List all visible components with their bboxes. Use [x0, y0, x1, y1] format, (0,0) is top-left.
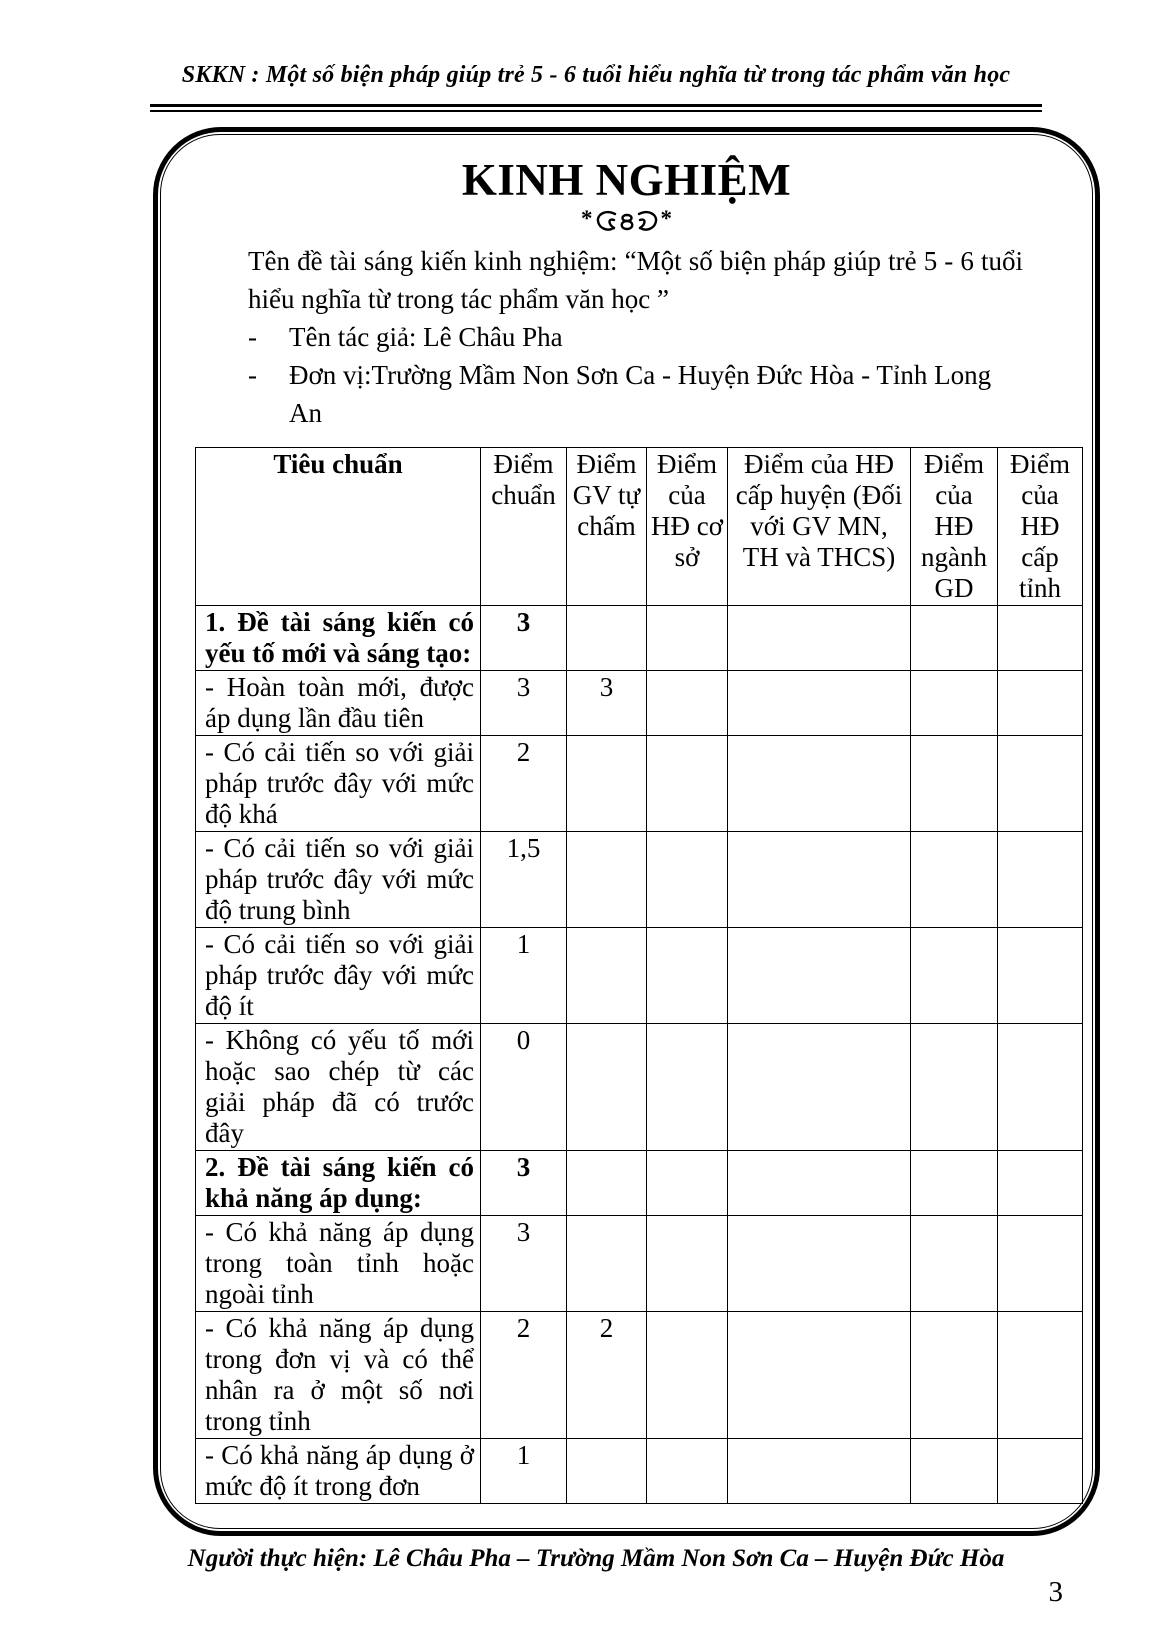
criteria-cell: - Có khả năng áp dụng trong đơn vị và có thể nhân ra ở một số nơi trong tỉnh	[196, 1311, 481, 1438]
score-cell	[728, 605, 911, 670]
table-header-cell: Điểm của HĐ ngành GD	[911, 447, 998, 605]
score-cell	[728, 735, 911, 831]
score-cell: 1	[481, 1438, 567, 1503]
score-cell	[567, 1438, 647, 1503]
detail-item	[248, 318, 1023, 356]
score-cell	[728, 1150, 911, 1215]
score-cell	[728, 831, 911, 927]
score-cell: 3	[481, 605, 567, 670]
table-header-cell: Điểm GV tự chấm	[567, 447, 647, 605]
score-cell	[911, 927, 998, 1023]
score-cell	[567, 1150, 647, 1215]
running-footer-text: Người thực hiện: Lê Châu Pha – Trường Mầm Non Sơn Ca – Huyện Đức Hòa	[187, 1545, 1005, 1572]
score-cell: 0	[481, 1023, 567, 1150]
score-cell	[911, 1215, 998, 1311]
score-cell: 3	[481, 1215, 567, 1311]
score-cell	[567, 1215, 647, 1311]
score-cell	[998, 735, 1083, 831]
score-cell	[911, 1150, 998, 1215]
table-row	[196, 735, 1083, 831]
score-cell	[998, 831, 1083, 927]
table-row	[196, 605, 1083, 670]
criteria-cell: - Có khả năng áp dụng trong toàn tỉnh hoặc ngoài tỉnh	[196, 1215, 481, 1311]
score-cell	[647, 831, 728, 927]
score-cell	[998, 1311, 1083, 1438]
header-rule-thick-line	[150, 104, 1042, 107]
table-row	[196, 831, 1083, 927]
score-cell	[567, 927, 647, 1023]
score-cell	[647, 927, 728, 1023]
score-cell	[647, 670, 728, 735]
score-cell	[911, 735, 998, 831]
criteria-cell: - Có cải tiến so với giải pháp trước đây với mức độ trung bình	[196, 831, 481, 927]
score-cell	[911, 1438, 998, 1503]
score-cell	[911, 1311, 998, 1438]
criteria-cell: 2. Đề tài sáng kiến có khả năng áp dụng:	[196, 1150, 481, 1215]
table-row	[196, 927, 1083, 1023]
table-row	[196, 1023, 1083, 1150]
intro-paragraph: Tên đề tài sáng kiến kinh nghiệm: “Một số biện pháp giúp trẻ 5 - 6 tuổi hiểu nghĩa từ trong tác phẩm văn học ”	[248, 245, 1023, 314]
score-cell	[911, 605, 998, 670]
score-cell: 1,5	[481, 831, 567, 927]
floral-ligature-ornament-icon	[594, 208, 660, 234]
score-cell: 1	[481, 927, 567, 1023]
score-cell	[998, 1215, 1083, 1311]
table-header-cell: Điểm của HĐ cấp huyện (Đối với GV MN, TH và THCS)	[728, 447, 911, 605]
score-cell	[647, 1215, 728, 1311]
header-rule	[150, 104, 1042, 112]
score-cell: 2	[481, 735, 567, 831]
score-cell	[998, 605, 1083, 670]
score-cell: 3	[567, 670, 647, 735]
score-cell	[911, 1023, 998, 1150]
document-title: KINH NGHIỆM	[461, 155, 792, 205]
score-cell	[728, 927, 911, 1023]
detail-list	[248, 318, 1023, 432]
table-row	[196, 670, 1083, 735]
score-cell	[647, 1150, 728, 1215]
detail-item	[248, 356, 1023, 432]
criteria-cell: - Không có yếu tố mới hoặc sao chép từ các giải pháp đã có trước đây	[196, 1023, 481, 1150]
score-cell	[647, 605, 728, 670]
detail-text: Tên tác giả: Lê Châu Pha	[289, 321, 563, 352]
ornament-asterisk-left: *	[581, 206, 593, 231]
score-cell	[647, 735, 728, 831]
score-cell	[647, 1311, 728, 1438]
score-cell	[998, 670, 1083, 735]
table-header-cell: Điểm của HĐ cơ sở	[647, 447, 728, 605]
score-cell	[567, 1023, 647, 1150]
criteria-cell: - Hoàn toàn mới, được áp dụng lần đầu tiên	[196, 670, 481, 735]
criteria-cell: - Có cải tiến so với giải pháp trước đây với mức độ ít	[196, 927, 481, 1023]
score-cell	[647, 1023, 728, 1150]
detail-dash-marker: -	[248, 321, 257, 352]
score-cell	[728, 1215, 911, 1311]
score-cell	[728, 1438, 911, 1503]
score-cell	[998, 1438, 1083, 1503]
table-row	[196, 1438, 1083, 1503]
score-cell	[647, 1438, 728, 1503]
score-cell: 2	[481, 1311, 567, 1438]
header-rule-thin-line	[150, 110, 1042, 112]
score-cell	[567, 605, 647, 670]
table-row	[196, 1311, 1083, 1438]
score-cell	[567, 735, 647, 831]
score-cell: 3	[481, 1150, 567, 1215]
score-cell	[728, 1311, 911, 1438]
score-cell	[728, 670, 911, 735]
document-frame	[153, 127, 1100, 1536]
score-cell	[567, 831, 647, 927]
score-cell: 3	[481, 670, 567, 735]
score-cell	[911, 831, 998, 927]
ornament-asterisk-right: *	[660, 206, 672, 231]
table-header-row	[196, 447, 1083, 605]
table-row	[196, 1150, 1083, 1215]
table-header-cell: Điểm chuẩn	[481, 447, 567, 605]
score-cell	[911, 670, 998, 735]
table-header-cell: Tiêu chuẩn	[196, 447, 481, 605]
criteria-cell: 1. Đề tài sáng kiến có yếu tố mới và sáng tạo:	[196, 605, 481, 670]
running-header-title: SKKN : Một số biện pháp giúp trẻ 5 - 6 tuổi hiểu nghĩa từ trong tác phẩm văn học	[181, 62, 1011, 88]
score-cell	[728, 1023, 911, 1150]
criteria-table	[195, 447, 1083, 1504]
table-header-cell: Điểm của HĐ cấp tỉnh	[998, 447, 1083, 605]
score-cell: 2	[567, 1311, 647, 1438]
detail-dash-marker: -	[248, 359, 257, 390]
title-ornament	[158, 206, 1095, 234]
detail-text: Đơn vị:Trường Mầm Non Sơn Ca - Huyện Đức Hòa - Tỉnh Long An	[289, 359, 992, 428]
score-cell	[998, 1023, 1083, 1150]
criteria-cell: - Có cải tiến so với giải pháp trước đây với mức độ khá	[196, 735, 481, 831]
page-number: 3	[1048, 1576, 1063, 1608]
table-row	[196, 1215, 1083, 1311]
score-cell	[998, 1150, 1083, 1215]
criteria-cell: - Có khả năng áp dụng ở mức độ ít trong đơn	[196, 1438, 481, 1503]
score-cell	[998, 927, 1083, 1023]
